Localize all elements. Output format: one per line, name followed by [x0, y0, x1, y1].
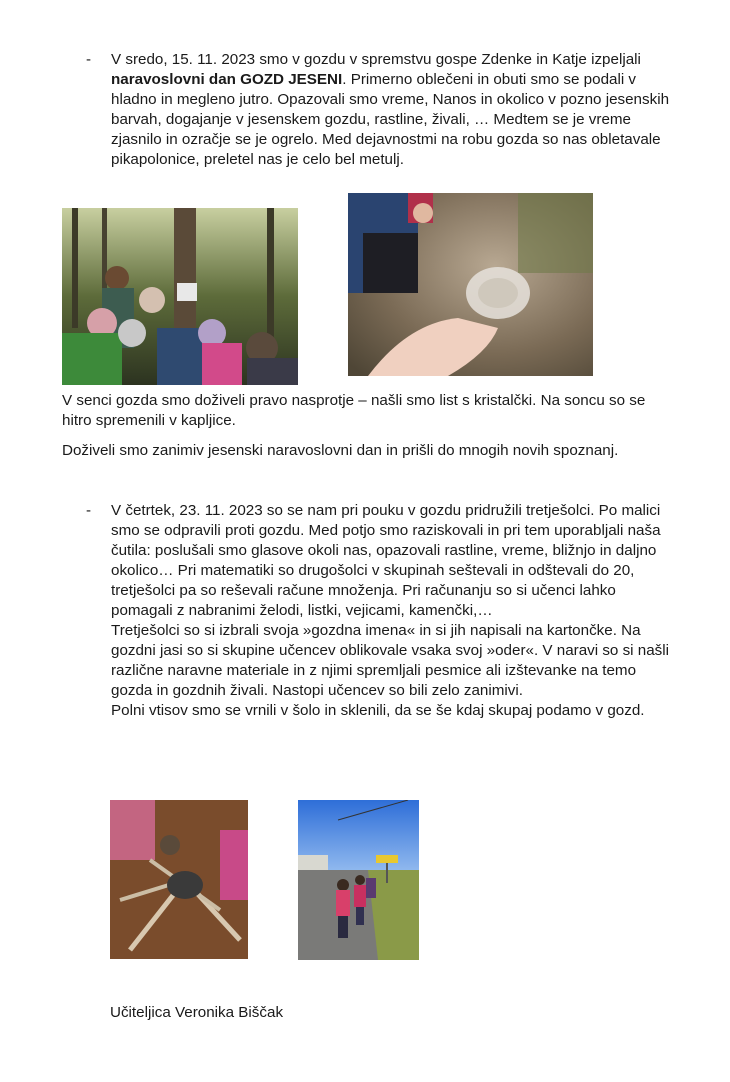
event-title: naravoslovni dan GOZD JESENI: [111, 71, 343, 88]
caption-summary: Doživeli smo zanimiv jesenski naravoslovni dan in prišli do mnogih novih spoznanj.: [62, 442, 619, 459]
signature: Učiteljica Veronika Biščak: [110, 1004, 284, 1021]
section-2-paragraph-2: Tretješolci so si izbrali svoja »gozdna imena« in si jih napisali na kartončke. Na gozdni jasi so si skupine učencev oblikovale vsaka svoj »oder«. V naravi so si našli različne naravne materiale in z njimi spremljali pesmice ali izštevanke na temo gozda in gozdnih živali. Nastopi učencev so bili zelo zanimivi.: [111, 622, 670, 699]
section-1-text: V sredo, 15. 11. 2023 smo v gozdu v spremstvu gospe Zdenke in Katje izpeljali naravoslovni dan GOZD JESENI. Primerno oblečeni in obuti smo se podali v hladno in megleno jutro. Opazovali smo vreme, Nanos in okolico v pozno jesenskih barvah, dogajanje v jesenskem gozdu, rastline, živali, … Medtem se je vreme zjasnilo in ozračje se je ogrelo. Med dejavnostmi na robu gozda so nas obletavale pikapolonice, preletel nas je celo bel metulj.: [111, 51, 670, 168]
photo-frosted-leaf: [348, 193, 593, 376]
caption-crystals: V senci gozda smo doživeli pravo nasprotje – našli smo list s kristalčki. Na soncu so se hitro spremenili v kapljice.: [62, 392, 646, 429]
bullet-dash: -: [86, 502, 92, 519]
section-2-paragraph-3: Polni vtisov smo se vrnili v šolo in sklenili, da se še kdaj skupaj podamo v gozd.: [111, 702, 645, 719]
bullet-dash: -: [86, 51, 92, 68]
section-2-text: [111, 501, 681, 721]
photo-children-in-forest: [62, 208, 298, 385]
photo-walk-on-road: [298, 800, 419, 960]
section-2-paragraph-1: V četrtek, 23. 11. 2023 so se nam pri pouku v gozdu pridružili tretješolci. Po malici smo se odpravili proti gozdu. Med potjo smo raziskovali in pri tem uporabljali naša čutila: poslušali smo glasove okoli nas, opazovali rastline, vreme, bližnjo in daljno okolico… Pri matematiki so drugošolci v skupinah seštevali in odštevali do 20, tretješolci pa so reševali račune množenja. Pri računanju so si učenci lahko pomagali z nabranimi želodi, listki, vejicami, kamenčki,…: [111, 502, 661, 619]
photo-stick-figure: [110, 800, 248, 959]
